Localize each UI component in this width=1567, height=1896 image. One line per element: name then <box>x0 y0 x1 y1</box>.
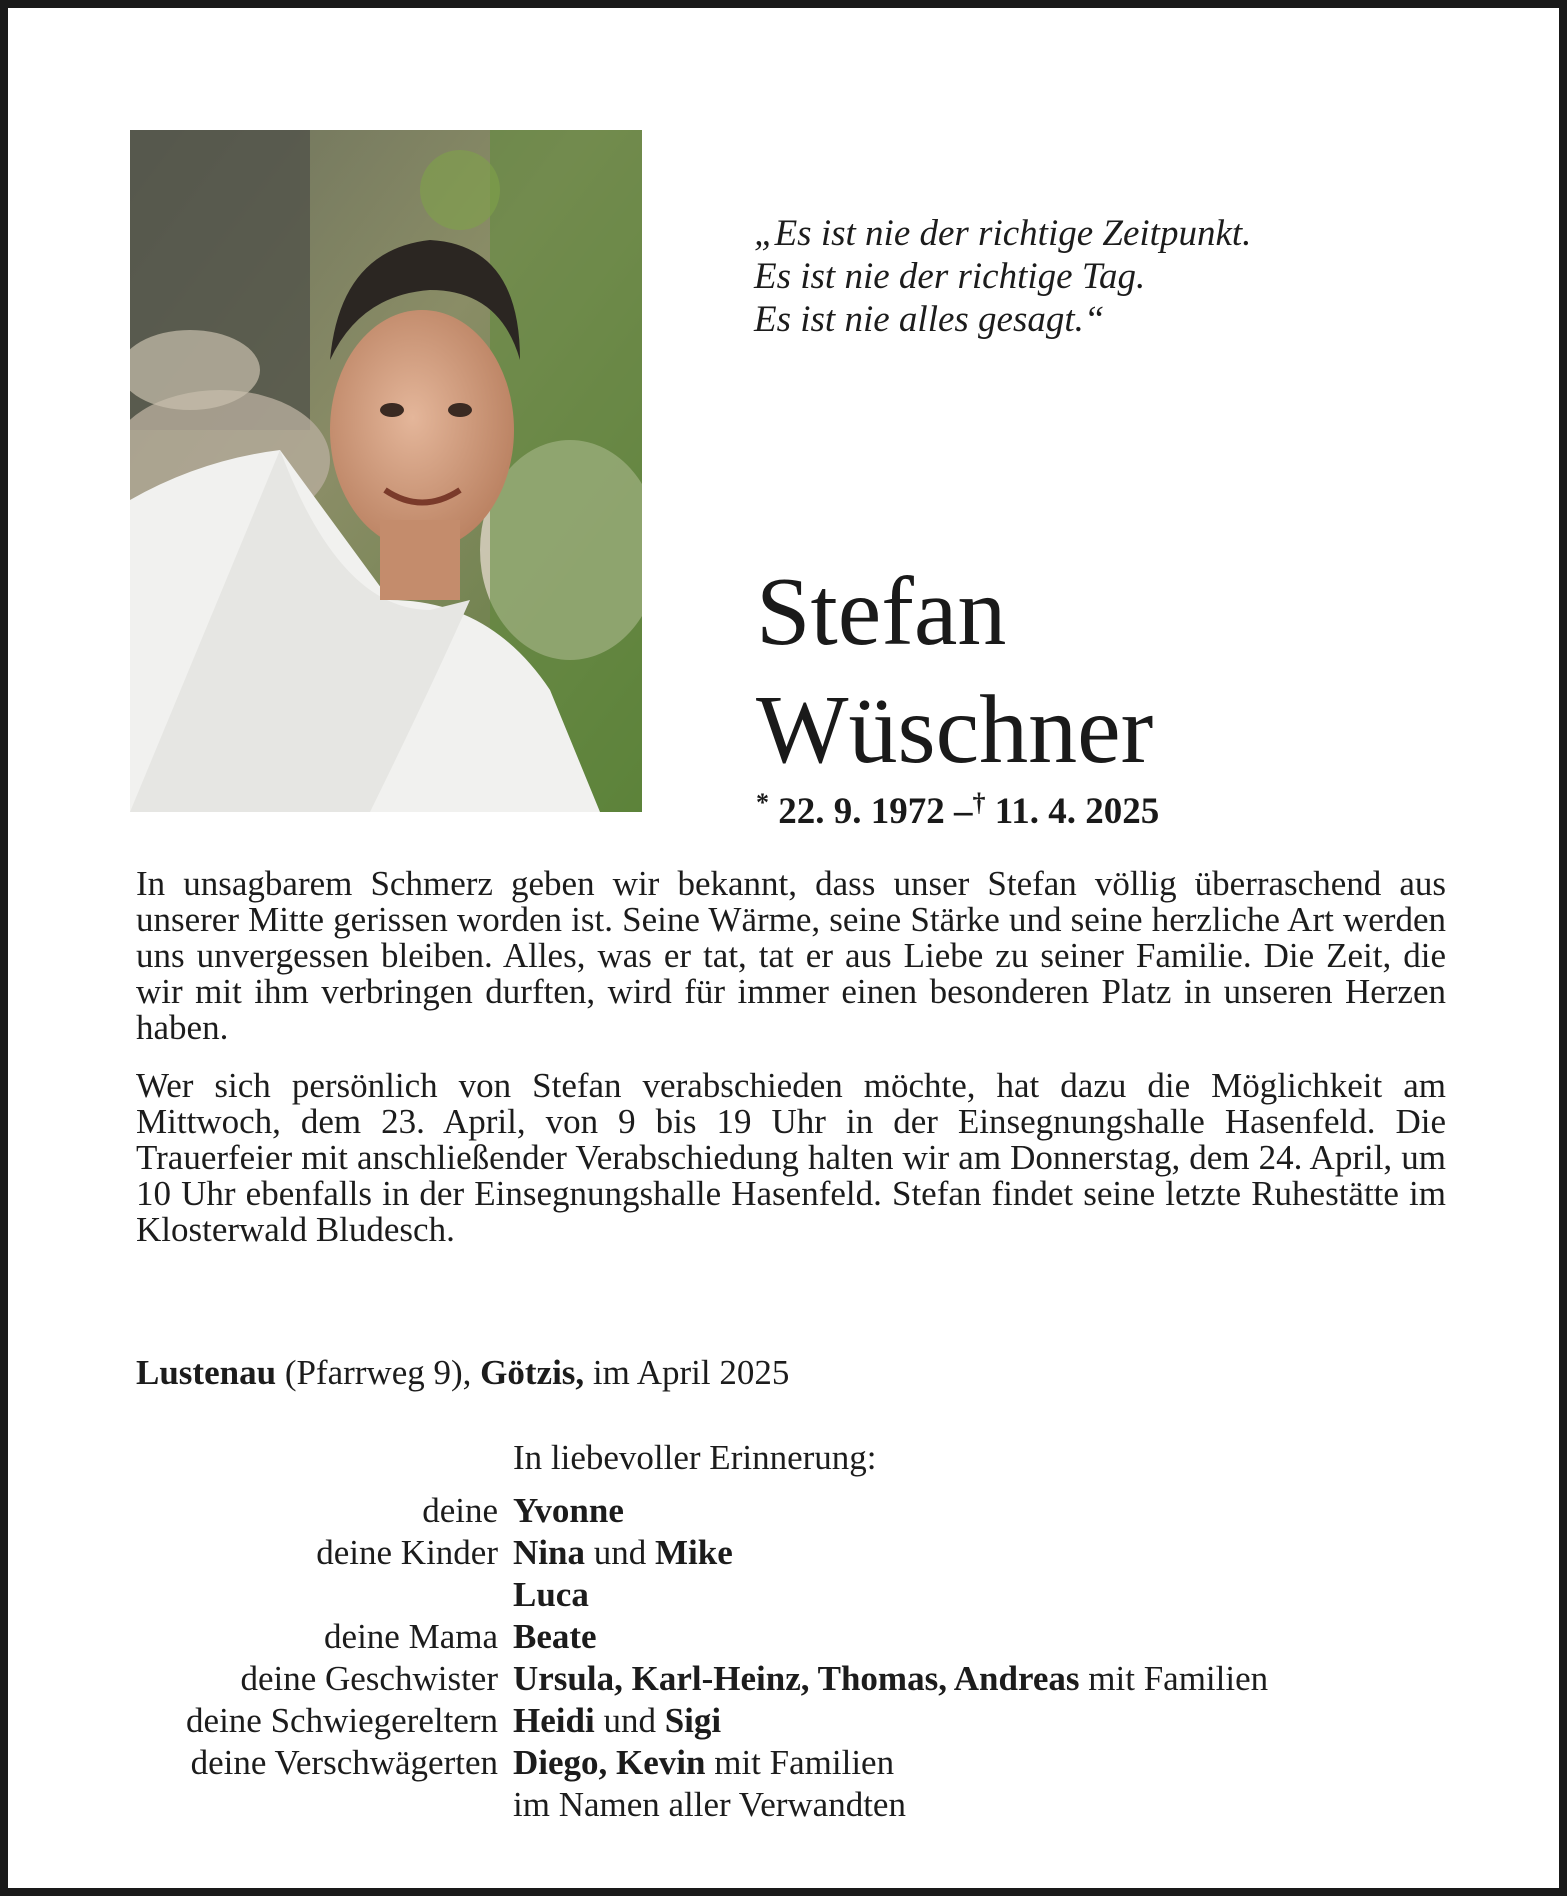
portrait-photo <box>130 130 642 812</box>
place-and-date <box>136 1353 789 1393</box>
with-families-suffix: mit Familien <box>1079 1659 1269 1698</box>
mourner-names <box>513 1659 1268 1699</box>
month-year: im April 2025 <box>584 1353 790 1392</box>
mourner-names <box>513 1701 721 1741</box>
mourner-names <box>513 1575 589 1615</box>
life-dates <box>756 788 1159 833</box>
birth-star-icon: * <box>756 788 769 817</box>
relation-label: deine Kinder <box>316 1533 498 1572</box>
farewell-paragraph: Wer sich persönlich von Stefan verabschieden möchte, hat dazu die Möglichkeit am Mittwoch, dem 23. April, von 9 bis 19 Uhr in der Einsegnungshalle Hasenfeld. Die Trauerfeier mit anschließender Verabschiedung halten wir am Donnerstag, dem 24. April, um 10 Uhr ebenfalls in der Einsegnungshalle Hasenfeld. Stefan findet seine letzte Ruhestätte im Klosterwald Bludesch. <box>136 1066 1446 1249</box>
town-lustenau: Lustenau <box>136 1353 277 1392</box>
announcement-paragraph: In unsagbarem Schmerz geben wir bekannt, dass unser Stefan völlig überraschend aus unserer Mitte gerissen worden ist. Seine Wärme, seine Stärke und seine herzliche Art werden uns unvergessen bleiben. Alles, was er tat, tat er aus Liebe zu seiner Familie. Die Zeit, die wir mit ihm verbringen durften, wird für immer einen besonderen Platz in unseren Herzen haben. <box>136 864 1446 1047</box>
relation-label: deine <box>422 1491 498 1530</box>
quote-line-1: „Es ist nie der richtige Zeitpunkt. <box>754 213 1252 254</box>
mourner-row <box>8 1659 1567 1701</box>
mourner-row <box>8 1743 1567 1785</box>
relation-label: deine Mama <box>324 1617 498 1656</box>
relation-label: deine Verschwägerten <box>190 1743 498 1782</box>
birth-date: 22. 9. 1972 <box>778 791 945 832</box>
mourner-row <box>8 1575 1567 1617</box>
obituary-text <box>136 866 1446 1270</box>
mourner-names <box>513 1491 624 1531</box>
death-date: 11. 4. 2025 <box>994 791 1160 832</box>
mourners-list <box>8 1491 1567 1827</box>
mourner-names <box>513 1617 597 1657</box>
relation-label: deine Schwiegereltern <box>186 1701 498 1740</box>
with-families-suffix: mit Familien <box>705 1743 895 1782</box>
mourner-row <box>8 1491 1567 1533</box>
address: (Pfarrweg 9), <box>276 1353 481 1392</box>
parent-in-law-name: Sigi <box>664 1701 722 1740</box>
town-goetzis: Götzis, <box>480 1353 585 1392</box>
partner-name: Yvonne <box>513 1491 624 1530</box>
relation-label: deine Geschwister <box>240 1659 498 1698</box>
child-name: Mike <box>654 1533 733 1572</box>
last-name: Wüschner <box>756 676 1154 784</box>
date-separator: – <box>954 791 973 832</box>
child-name: Luca <box>513 1575 589 1614</box>
conjunction: und <box>584 1533 655 1572</box>
quote-line-3: Es ist nie alles gesagt.“ <box>754 299 1105 340</box>
conjunction: und <box>594 1701 665 1740</box>
mourner-row <box>8 1785 1567 1827</box>
deceased-name <box>756 553 1153 789</box>
in-law-names: Diego, Kevin <box>513 1743 706 1782</box>
mourner-names <box>513 1533 733 1573</box>
parent-in-law-name: Heidi <box>513 1701 595 1740</box>
child-name: Nina <box>513 1533 585 1572</box>
mourner-row <box>8 1617 1567 1659</box>
closing-line: im Namen aller Verwandten <box>513 1785 906 1824</box>
mourner-row <box>8 1701 1567 1743</box>
first-name: Stefan <box>756 558 1007 666</box>
memorial-quote <box>754 212 1251 341</box>
quote-line-2: Es ist nie der richtige Tag. <box>754 256 1146 297</box>
death-cross-icon: † <box>972 788 986 817</box>
mother-name: Beate <box>513 1617 597 1656</box>
mourner-row <box>8 1533 1567 1575</box>
mourner-names <box>513 1743 894 1783</box>
memory-label: In liebevoller Erinnerung: <box>513 1438 877 1477</box>
sibling-names: Ursula, Karl-Heinz, Thomas, Andreas <box>513 1659 1080 1698</box>
